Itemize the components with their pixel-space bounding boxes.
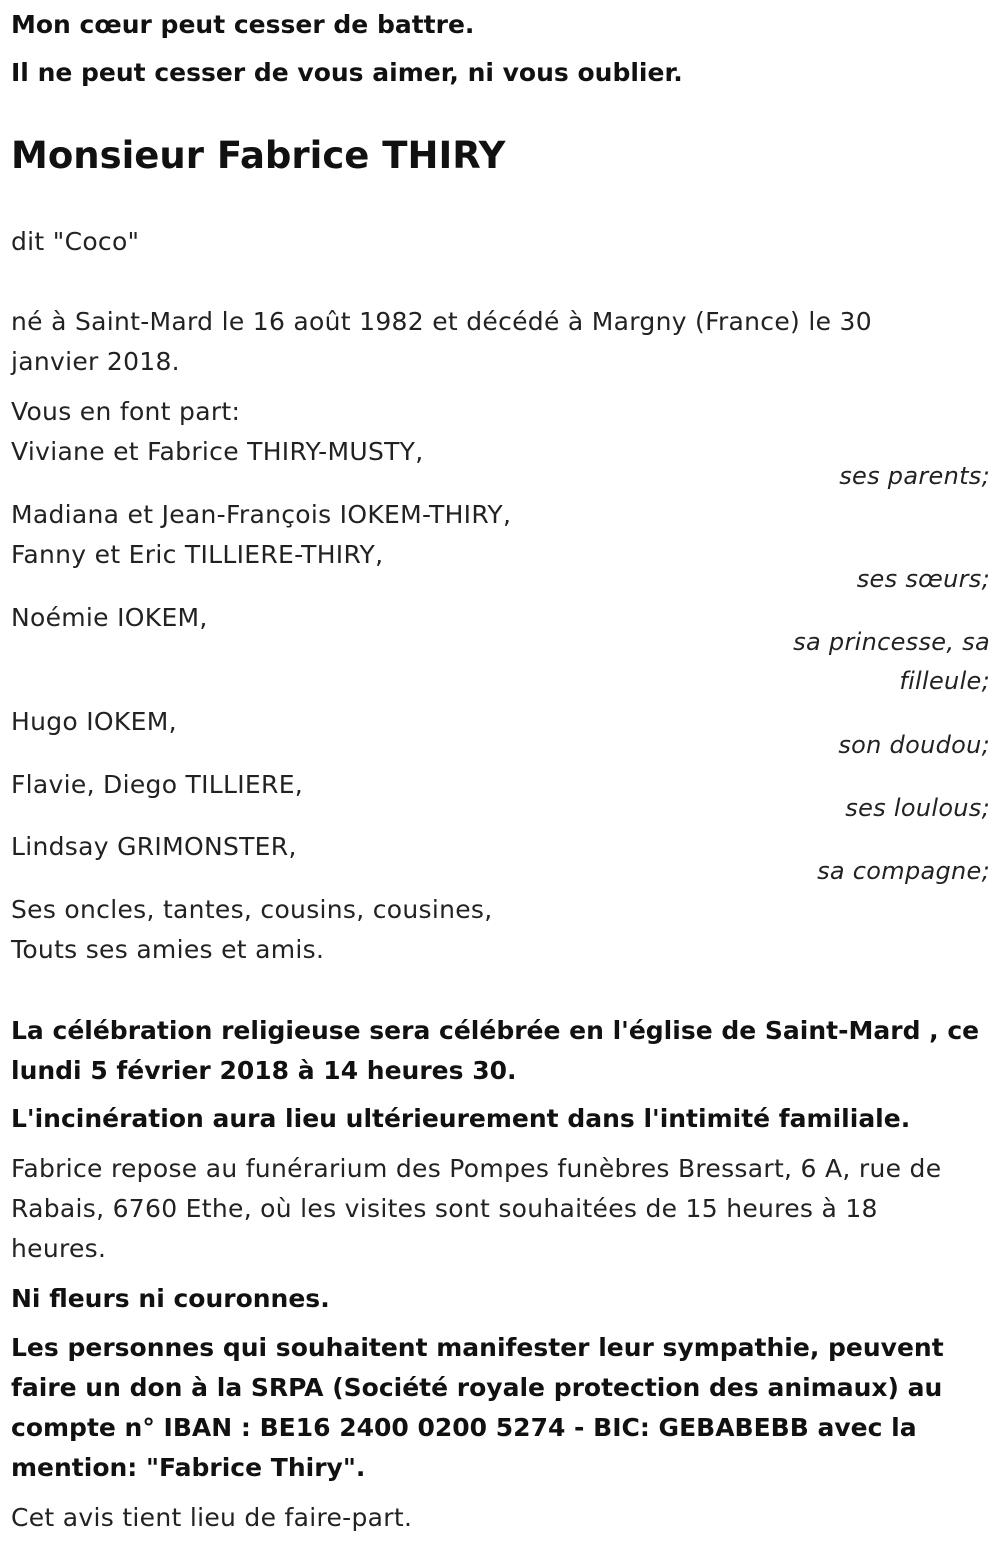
donation-line-1: Les personnes qui souhaitent manifester leur sympathie, peuvent: [11, 1333, 944, 1362]
donation-line-2: faire un don à la SRPA (Société royale protection des animaux) au: [11, 1373, 943, 1402]
cremation-info: L'incinération aura lieu ultérieurement dans l'intimité familiale.: [11, 1104, 911, 1133]
donation-line-3: compte n° IBAN : BE16 2400 0200 5274 - BIC: GEBABEBB avec la: [11, 1413, 917, 1442]
nephews2-relation: ses loulous;: [845, 794, 990, 822]
nephew-relation: son doudou;: [838, 731, 990, 759]
nickname: dit "Coco": [11, 227, 140, 256]
sister-2-name: Fanny et Eric TILLIERE-THIRY,: [11, 540, 384, 569]
ceremony-info: [11, 1011, 979, 1091]
visits-info: [11, 1149, 941, 1269]
goddaughter-relation-2: filleule;: [899, 667, 990, 695]
visits-line-2: Rabais, 6760 Ethe, où les visites sont souhaitées de 15 heures à 18: [11, 1194, 878, 1223]
other-relatives-line-1: Ses oncles, tantes, cousins, cousines,: [11, 895, 493, 924]
closing-note: Cet avis tient lieu de faire-part.: [11, 1503, 413, 1532]
nephews2-names: Flavie, Diego TILLIERE,: [11, 770, 304, 799]
partner-name: Lindsay GRIMONSTER,: [11, 832, 297, 861]
visits-line-3: heures.: [11, 1234, 107, 1263]
goddaughter-name: Noémie IOKEM,: [11, 603, 208, 632]
ceremony-line-2: lundi 5 février 2018 à 14 heures 30.: [11, 1056, 517, 1085]
birth-death-info: [11, 302, 872, 382]
birth-death-line-2: janvier 2018.: [11, 347, 180, 376]
ceremony-line-1: La célébration religieuse sera célébrée en l'église de Saint-Mard , ce: [11, 1016, 980, 1045]
sister-1-name: Madiana et Jean-François IOKEM-THIRY,: [11, 500, 512, 529]
quote-line-2: Il ne peut cesser de vous aimer, ni vous oublier.: [11, 58, 683, 87]
goddaughter-relation-1: sa princesse, sa: [793, 628, 990, 656]
parents-relation: ses parents;: [839, 462, 990, 490]
deceased-name: Monsieur Fabrice THIRY: [11, 134, 506, 177]
flowers-notice: Ni fleurs ni couronnes.: [11, 1284, 330, 1313]
parents-name: Viviane et Fabrice THIRY-MUSTY,: [11, 437, 424, 466]
birth-death-line-1: né à Saint-Mard le 16 août 1982 et décédé à Margny (France) le 30: [11, 307, 872, 336]
nephew-name: Hugo IOKEM,: [11, 707, 177, 736]
sisters-relation: ses sœurs;: [856, 565, 990, 593]
other-relatives-line-2: Touts ses amies et amis.: [11, 935, 325, 964]
visits-line-1: Fabrice repose au funérarium des Pompes funèbres Bressart, 6 A, rue de: [11, 1154, 942, 1183]
quote-line-1: Mon cœur peut cesser de battre.: [11, 10, 475, 39]
family-intro: Vous en font part:: [11, 397, 241, 426]
donation-line-4: mention: "Fabrice Thiry".: [11, 1453, 366, 1482]
partner-relation: sa compagne;: [817, 857, 990, 885]
donation-info: [11, 1328, 944, 1488]
